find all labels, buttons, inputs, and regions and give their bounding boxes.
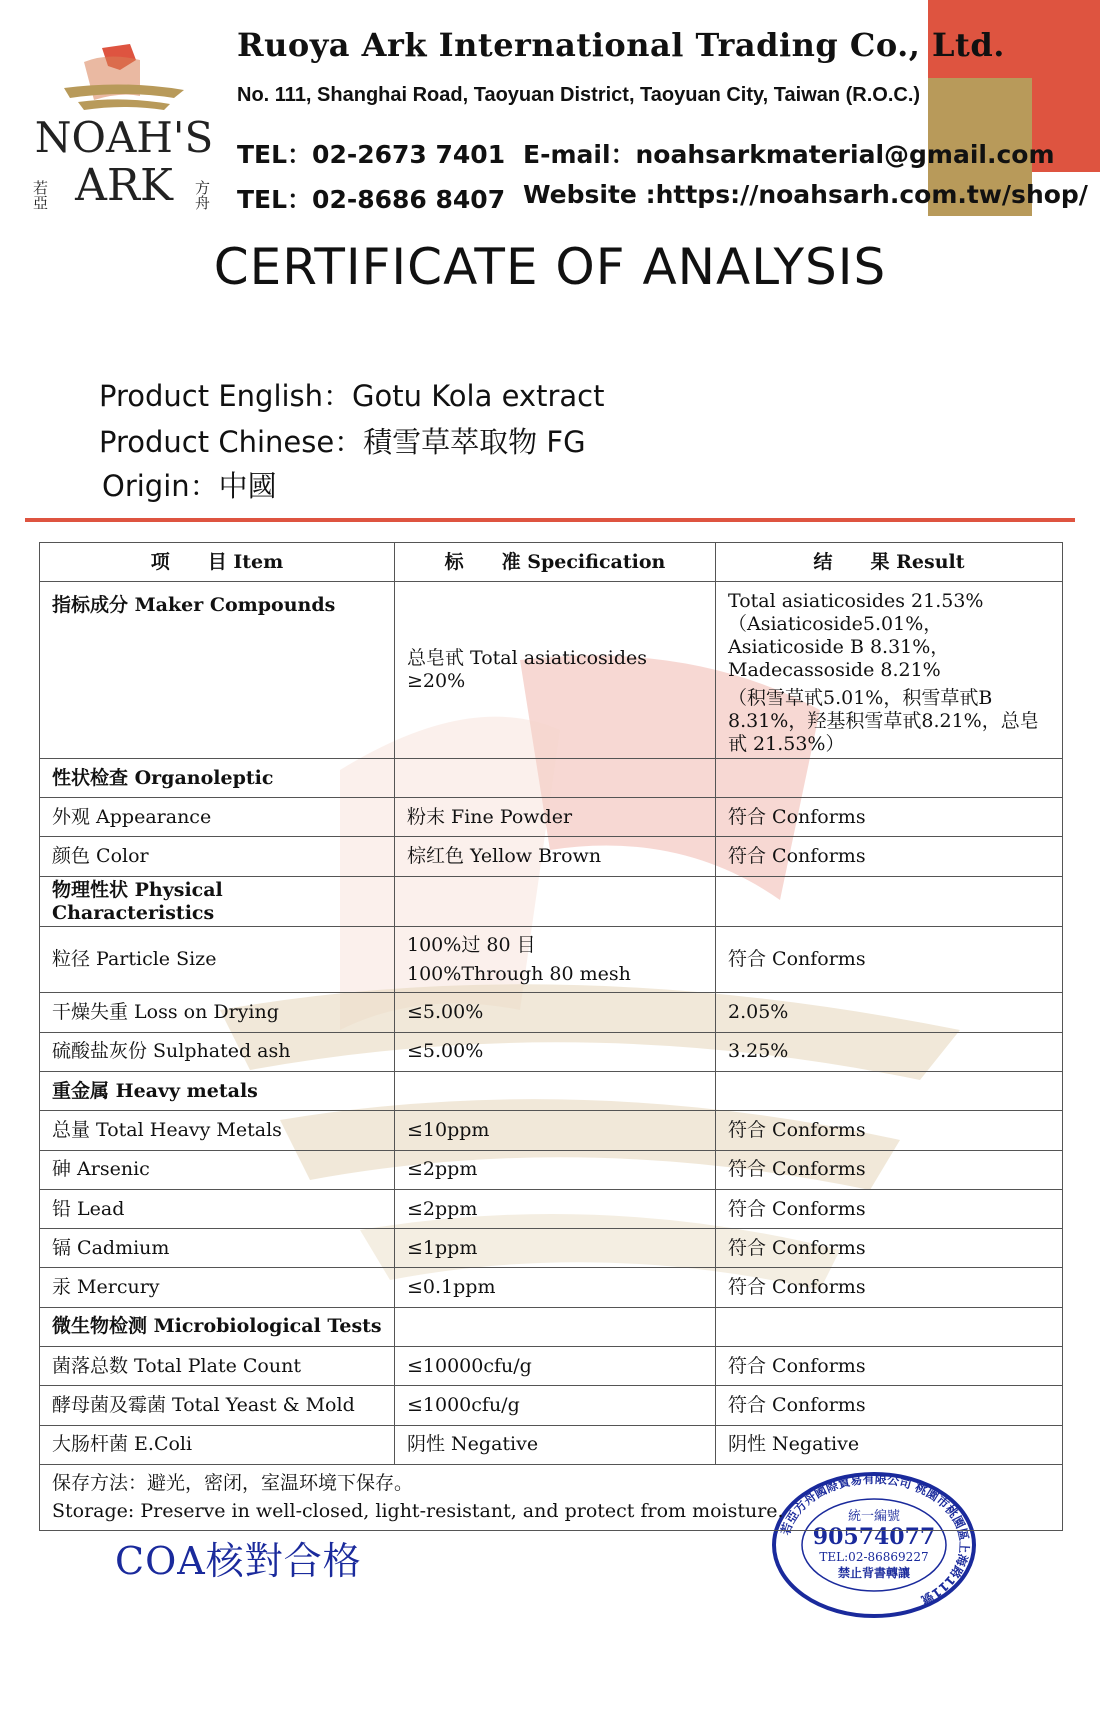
coa-approval: COA核對合格 [115,1539,362,1583]
logo-text-bottom: ARK [75,160,173,211]
row-item: 酵母菌及霉菌 Total Yeast & Mold [40,1386,395,1425]
row-item: 物理性状 Physical Characteristics [40,876,395,927]
header-spec: 标 准 Specification [395,543,716,582]
storage-row [40,1464,1063,1530]
row-spec: ≤5.00% [395,993,716,1032]
row-result: 符合 Conforms [716,1268,1063,1307]
spec-line-1: 100%过 80 目 [407,934,536,957]
row-item: 总量 Total Heavy Metals [40,1111,395,1150]
table-row [40,1386,1063,1425]
table-header-row [40,543,1063,582]
website[interactable]: Website :https://noahsarh.com.tw/shop/ [523,180,1088,209]
email[interactable]: E-mail：noahsarkmaterial@gmail.com [523,140,1055,169]
row-spec: 粉末 Fine Powder [395,798,716,837]
row-result: 2.05% [716,993,1063,1032]
row-result: 符合 Conforms [716,837,1063,876]
stamp-note: 禁止背書轉讓 [837,1566,911,1580]
stamp-ring-text: 若亞方舟國際貿易有限公司 桃園市桃園區上海路111號 [778,1471,972,1608]
row-spec: ≤10ppm [395,1111,716,1150]
header-result: 结 果 Result [716,543,1063,582]
row-item: 硫酸盐灰份 Sulphated ash [40,1032,395,1071]
table-row [40,1307,1063,1346]
row-spec: ≤1000cfu/g [395,1386,716,1425]
result-en: Total asiaticosides 21.53%（Asiaticoside5.01%，Asiaticoside B 8.31%，Madecassoside 8.21% [728,590,984,681]
row-spec [395,758,716,797]
table-row [40,1071,1063,1110]
table-row [40,1229,1063,1268]
divider-rule [25,518,1075,522]
tel-1: TEL：02-2673 7401 [237,140,506,169]
row-item: 汞 Mercury [40,1268,395,1307]
row-result: 符合 Conforms [716,1229,1063,1268]
row-spec: ≤5.00% [395,1032,716,1071]
row-result: 符合 Conforms [716,798,1063,837]
table-row [40,1268,1063,1307]
table-row [40,1189,1063,1228]
table-row [40,927,1063,993]
row-result [716,1071,1063,1110]
row-item: 重金属 Heavy metals [40,1071,395,1110]
row-item: 大肠杆菌 E.Coli [40,1425,395,1464]
table-row [40,1425,1063,1464]
row-result: 符合 Conforms [716,1189,1063,1228]
row-result: 符合 Conforms [716,1386,1063,1425]
row-item: 外观 Appearance [40,798,395,837]
company-address: No. 111, Shanghai Road, Taoyuan District, Taoyuan City, Taiwan (R.O.C.) [237,84,921,106]
row-spec: ≤1ppm [395,1229,716,1268]
row-item: 粒径 Particle Size [40,927,395,993]
row-item: 性状检查 Organoleptic [40,758,395,797]
table-row [40,1032,1063,1071]
table-row [40,798,1063,837]
table-row [40,758,1063,797]
table-row [40,1150,1063,1189]
origin: Origin：中國 [102,469,277,503]
row-spec: ≤2ppm [395,1189,716,1228]
row-spec [395,1071,716,1110]
row-spec [395,927,716,993]
table-row [40,582,1063,759]
table-row [40,1111,1063,1150]
row-result: 阴性 Negative [716,1425,1063,1464]
company-name: Ruoya Ark International Trading Co., Ltd. [237,26,1005,64]
row-result: 符合 Conforms [716,1150,1063,1189]
table-row [40,993,1063,1032]
row-item: 干燥失重 Loss on Drying [40,993,395,1032]
row-spec: ≤0.1ppm [395,1268,716,1307]
row-spec [395,876,716,927]
result-cn: （积雪草甙5.01%，积雪草甙B 8.31%，羟基积雪草甙8.21%，总皂甙 21.53%） [728,687,1039,756]
row-spec [395,1307,716,1346]
storage-cn: 保存方法：避光，密闭，室温环境下保存。 [52,1471,414,1494]
row-result: 符合 Conforms [716,1111,1063,1150]
row-item: 微生物检测 Microbiological Tests [40,1307,395,1346]
row-result [716,582,1063,759]
row-result: 3.25% [716,1032,1063,1071]
logo-cn-left: 若亞 [31,180,49,210]
row-item: 菌落总数 Total Plate Count [40,1347,395,1386]
row-item: 颜色 Color [40,837,395,876]
analysis-table [39,542,1063,1531]
logo-cn-right: 方舟 [193,180,211,210]
row-spec: ≤10000cfu/g [395,1347,716,1386]
row-spec: 阴性 Negative [395,1425,716,1464]
row-result [716,1307,1063,1346]
stamp-number: 90574077 [812,1524,936,1550]
table-row [40,1347,1063,1386]
row-spec: 棕红色 Yellow Brown [395,837,716,876]
row-spec: ≤2ppm [395,1150,716,1189]
noahs-ark-logo [24,40,224,215]
row-item: 砷 Arsenic [40,1150,395,1189]
tel-2: TEL：02-8686 8407 [237,185,506,214]
row-item: 铅 Lead [40,1189,395,1228]
product-chinese: Product Chinese：積雪草萃取物 FG [99,425,586,459]
row-result: 符合 Conforms [716,927,1063,993]
row-result [716,876,1063,927]
row-result [716,758,1063,797]
row-spec: 总皂甙 Total asiaticosides ≥20% [395,582,716,759]
storage-en: Storage: Preserve in well-closed, light-resistant, and protect from moisture. [52,1500,784,1523]
row-item: 指标成分 Maker Compounds [40,582,395,759]
row-result: 符合 Conforms [716,1347,1063,1386]
page-title: CERTIFICATE OF ANALYSIS [213,238,887,296]
storage-cell [40,1464,1063,1530]
row-item: 镉 Cadmium [40,1229,395,1268]
table-row [40,837,1063,876]
logo-text-top: NOAH'S [34,113,214,162]
stamp-label: 統一編號 [847,1509,901,1524]
product-english: Product English：Gotu Kola extract [99,379,605,413]
spec-line-2: 100%Through 80 mesh [407,962,631,985]
stamp-tel: TEL:02-86869227 [819,1550,929,1564]
table-row [40,876,1063,927]
header-item: 项 目 Item [40,543,395,582]
